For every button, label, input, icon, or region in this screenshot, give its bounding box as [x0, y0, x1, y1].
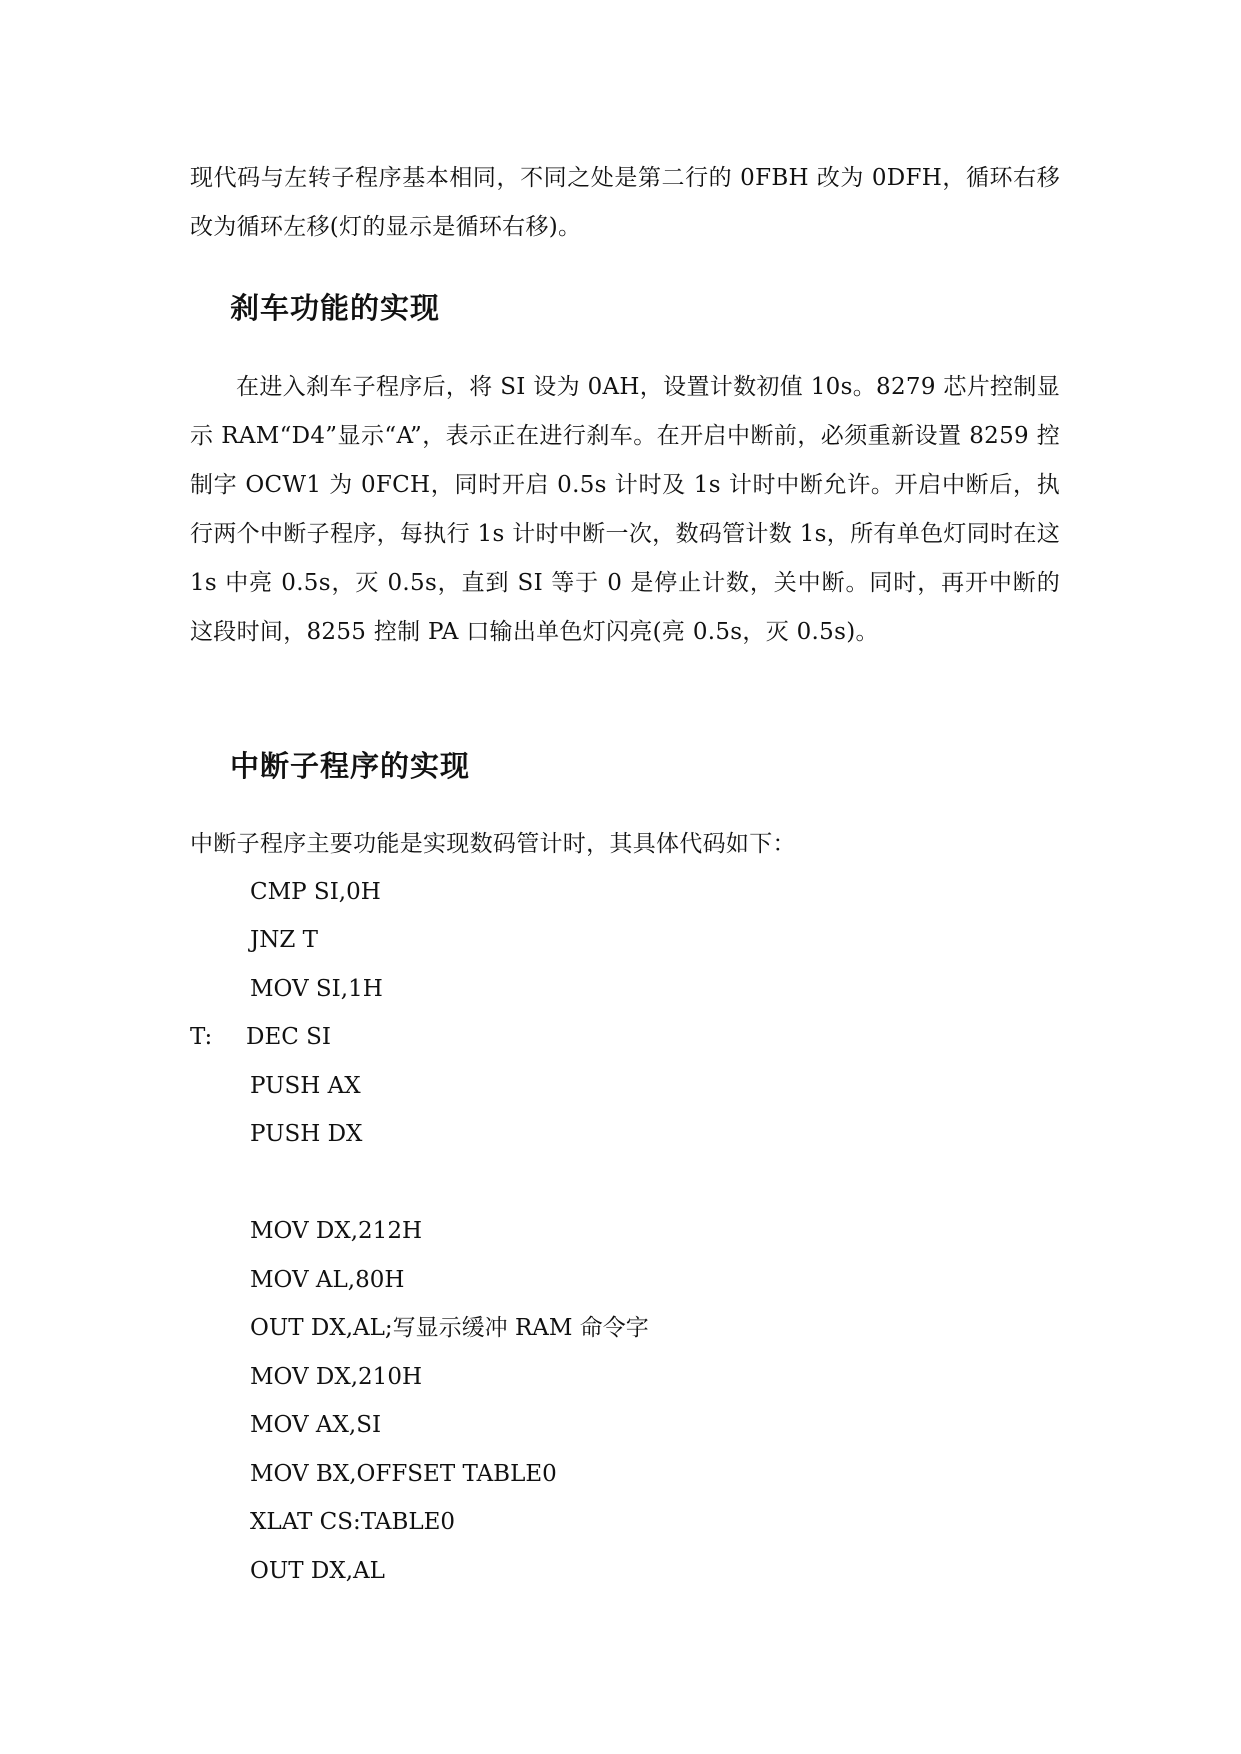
code-line: PUSH AX: [250, 1073, 361, 1099]
code-line: DEC SI: [246, 1024, 331, 1050]
code-line: MOV BX,OFFSET TABLE0: [250, 1461, 557, 1487]
code-line: MOV SI,1H: [250, 976, 383, 1002]
code-line: MOV AL,80H: [250, 1267, 405, 1293]
code-line: OUT DX,AL: [250, 1558, 385, 1584]
paragraph-continuation: 现代码与左转子程序基本相同，不同之处是第二行的 0FBH 改为 0DFH，循环右移改为循环左移(灯的显示是循环右移)。: [190, 165, 1060, 240]
code-label: T:: [190, 1024, 213, 1050]
code-line: OUT DX,AL;写显示缓冲 RAM 命令字: [250, 1315, 649, 1341]
code-line: XLAT CS:TABLE0: [250, 1509, 456, 1535]
heading-brake-function: 刹车功能的实现: [230, 291, 441, 325]
code-line: MOV DX,212H: [250, 1218, 423, 1244]
code-line: MOV DX,210H: [250, 1364, 423, 1390]
heading-interrupt-subroutine: 中断子程序的实现: [230, 749, 471, 783]
code-line: PUSH DX: [250, 1121, 363, 1147]
code-line: CMP SI,0H: [250, 879, 381, 905]
paragraph-interrupt-intro: 中断子程序主要功能是实现数码管计时，其具体代码如下：: [190, 831, 796, 857]
code-line: JNZ T: [250, 927, 318, 953]
paragraph-brake-description: 在进入刹车子程序后，将 SI 设为 0AH，设置计数初值 10s。8279 芯片控制显示 RAM“D4”显示“A”，表示正在进行刹车。在开启中断前，必须重新设置 8259 控制字 OCW1 为 0FCH，同时开启 0.5s 计时及 1s 计时中断允许。开启中断后，执行两个中断子程序，每执行 1s 计时中断一次，数码管计数 1s，所有单色灯同时在这 1s 中亮 0.5s，灭 0.5s，直到 SI 等于 0 是停止计数，关中断。同时，再开中断的这段时间，8255 控制 PA 口输出单色灯闪亮(亮 0.5s，灭 0.5s)。: [190, 374, 1060, 645]
code-line: MOV AX,SI: [250, 1412, 382, 1438]
